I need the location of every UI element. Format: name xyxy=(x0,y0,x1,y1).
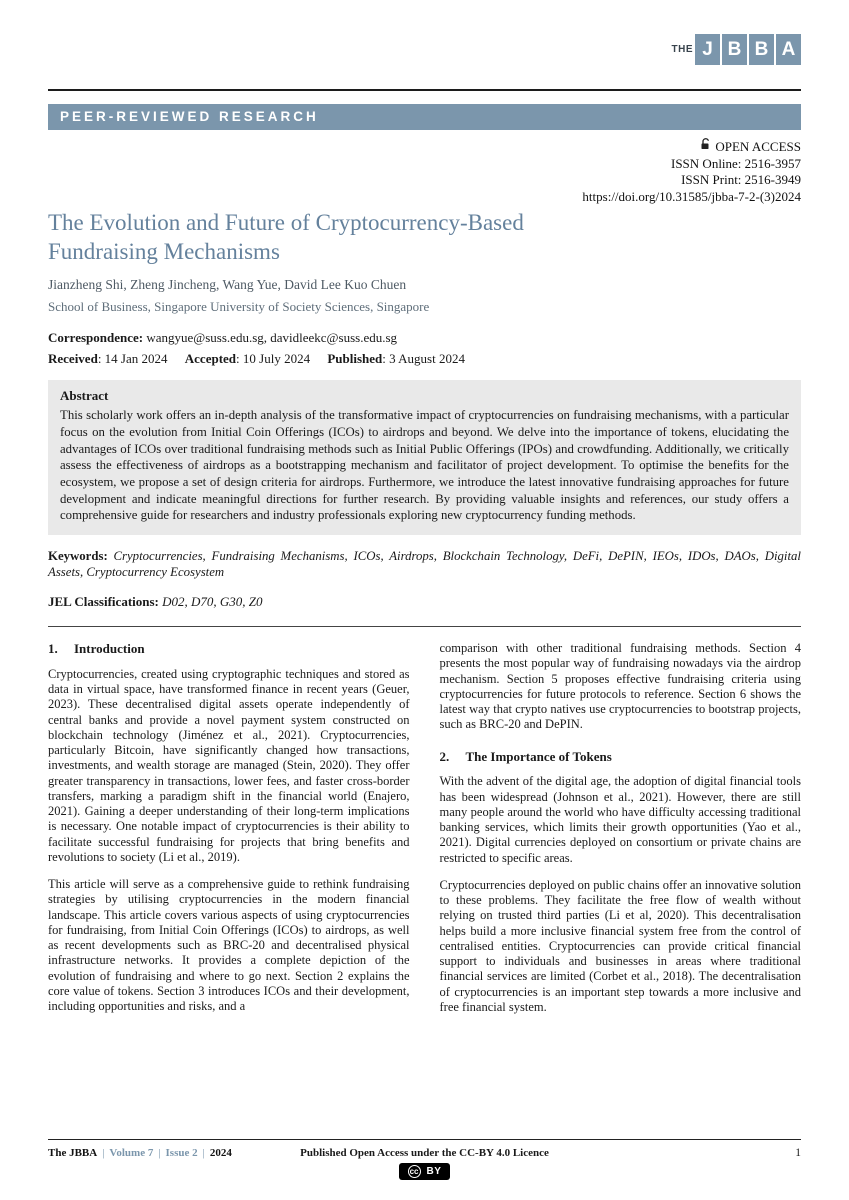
open-access-label: OPEN ACCESS xyxy=(715,138,801,154)
paragraph: comparison with other traditional fundraising methods. Section 4 presents the most popular way of fundraising nowadays via the airdrop mechanism. Section 5 proposes effective fundraising criteria using cryptocurrencies for future protocols to reference. Section 6 shows the latest way that crypto natives use cryptocurrencies to bootstrap projects, such as BRC-20 and DePIN. xyxy=(439,641,801,732)
footer-year: 2024 xyxy=(209,1147,232,1159)
paragraph: Cryptocurrencies, created using cryptographic techniques and stored as data in virtual space, have transformed finance in recent years (Geuer, 2023). These decentralised digital assets operate independently of central banks and provide a novel payment system constructed on blockchain technology (Jiménez et al., 2021). Cryptocurrencies, particularly Bitcoin, have significantly changed how transactions, investments, and wealth storage are managed (Stein, 2020). They offer greater transparency in transactions, lower fees, and faster cross-border transfers, marking a paradigm shift in the financial world (Enajero, 2021). Gaining a deeper understanding of their long-term implications is necessary. One notable impact of cryptocurrencies is their ability to facilitate successful fundraising for projects that bring benefits and revolutions to society (Li et al., 2019). xyxy=(48,666,410,864)
paragraph: This article will serve as a comprehensive guide to rethink fundraising strategies by utilising cryptocurrencies in the modern financial landscape. This article covers various aspects of using cryptocurrencies for fundraising, from Initial Coin Offerings (ICOs) to airdrops, as well as recent developments such as BRC-20 and decentralised physical infrastructure networks. It provides a complete depiction of the evolution of fundraising and where to go next. Section 2 explains the core value of tokens. Section 3 introduces ICOs and their development, including opportunities and risks, and a xyxy=(48,877,410,1014)
received-date: Received: 14 Jan 2024 xyxy=(48,351,168,367)
keywords-label: Keywords: xyxy=(48,548,108,563)
jel-value: D02, D70, G30, Z0 xyxy=(158,594,263,609)
footer-journal-info: The JBBA | Volume 7 | Issue 2 | 2024 xyxy=(48,1147,232,1159)
page-title: The Evolution and Future of Cryptocurrency-Based Fundraising Mechanisms xyxy=(48,209,524,264)
open-access-row xyxy=(48,138,801,156)
header xyxy=(48,34,801,65)
footer-volume: Volume 7 xyxy=(109,1147,154,1159)
logo-letter: B xyxy=(749,34,774,65)
keywords-value: Cryptocurrencies, Fundraising Mechanisms, ICOs, Airdrops, Blockchain Technology, DeFi, DePIN, IEOs, IDOs, DAOs, Digital Assets, Cryptocurrency Ecosystem xyxy=(48,548,801,580)
logo-letter-boxes xyxy=(695,34,801,65)
cc-by-label: BY xyxy=(426,1166,442,1177)
page-number: 1 xyxy=(795,1147,801,1159)
keywords-line xyxy=(48,548,801,581)
open-lock-icon xyxy=(700,138,711,156)
correspondence-label: Correspondence: xyxy=(48,330,144,346)
authors-line: Jianzheng Shi, Zheng Jincheng, Wang Yue, David Lee Kuo Chuen xyxy=(48,277,407,293)
dates-line xyxy=(48,351,801,367)
body-divider xyxy=(48,626,801,627)
correspondence-value: wangyue@suss.edu.sg, davidleekc@suss.edu.sg xyxy=(143,330,398,346)
issn-online: ISSN Online: 2516-3957 xyxy=(671,155,801,171)
section-2-heading: 2. The Importance of Tokens xyxy=(439,748,612,764)
paragraph: Cryptocurrencies deployed on public chains offer an innovative solution to these problems. They facilitate the free flow of wealth without relying on trusted third parties (Li et al, 2020). This decentralisation helps build a more inclusive financial system free from the control of centralised entities. Cryptocurrencies can provide critical financial support to individuals and businesses in areas where traditional financial services are limited (Corbet et al., 2018). The decentralisation of cryptocurrencies is an important step towards a more inclusive and free financial system. xyxy=(439,877,801,1014)
paragraph: With the advent of the digital age, the adoption of digital financial tools has been widespread (Johnson et al., 2021). However, there are still many people around the world who have difficulty accessing traditional banking services, which limits their growth opportunities (Yao et al., 2021). Digital currencies deployed on consortium or private chains are restricted to specific areas. xyxy=(439,774,801,865)
footer-issue: Issue 2 xyxy=(165,1147,198,1159)
section-1-heading: 1. Introduction xyxy=(48,641,145,656)
logo-letter: A xyxy=(776,34,801,65)
article-body xyxy=(48,641,801,1015)
right-column xyxy=(440,641,802,1015)
footer-journal-name: The JBBA xyxy=(48,1147,98,1159)
logo-letter: J xyxy=(695,34,720,65)
accepted-date: Accepted: 10 July 2024 xyxy=(184,351,311,367)
footer-divider xyxy=(48,1139,801,1140)
logo-prefix: THE xyxy=(671,44,693,55)
jel-line xyxy=(48,594,801,610)
abstract-body: This scholarly work offers an in-depth analysis of the transformative impact of cryptocurrencies on fundraising mechanisms, with a particular focus on the evolution from Initial Coin Offerings (ICOs) to airdrops and beyond. We delve into the importance of tokens, elucidating the advantages of ICOs over traditional fundraising methods such as Initial Public Offerings (IPOs) and crowdfunding. Additionally, we critically assess the effectiveness of airdrops as a bootstrapping mechanism and facilitator of project development. To optimise the benefits for the ecosystem, we propose a set of design criteria for airdrops. Furthermore, we introduce the latest innovative fundraising approaches for future development and indicate meaningful directions for further research. By providing valuable insights and references, our study offers a comprehensive guide for researchers and industry professionals exploring new cryptocurrency funding methods. xyxy=(60,408,789,523)
published-date: Published: 3 August 2024 xyxy=(327,351,465,367)
licence-text: Published Open Access under the CC-BY 4.0 Licence xyxy=(300,1147,549,1159)
correspondence-line xyxy=(48,330,801,346)
access-meta-block xyxy=(48,138,801,206)
abstract-heading: Abstract xyxy=(60,388,109,404)
top-divider xyxy=(48,89,801,91)
doi-link: https://doi.org/10.31585/jbba-7-2-(3)2024 xyxy=(582,188,801,204)
left-column xyxy=(48,641,410,1015)
cc-by-badge xyxy=(399,1163,451,1180)
logo-letter: B xyxy=(722,34,747,65)
jbba-logo xyxy=(672,34,802,65)
affiliation-line: School of Business, Singapore University of Society Sciences, Singapore xyxy=(48,299,430,315)
page-footer xyxy=(48,1139,801,1180)
jel-label: JEL Classifications: xyxy=(48,594,159,609)
issn-print: ISSN Print: 2516-3949 xyxy=(681,172,801,188)
footer-row xyxy=(48,1147,801,1180)
cc-icon: cc xyxy=(408,1165,421,1178)
footer-licence xyxy=(283,1147,565,1180)
abstract-box xyxy=(48,380,801,534)
peer-reviewed-banner: PEER-REVIEWED RESEARCH xyxy=(48,104,801,130)
